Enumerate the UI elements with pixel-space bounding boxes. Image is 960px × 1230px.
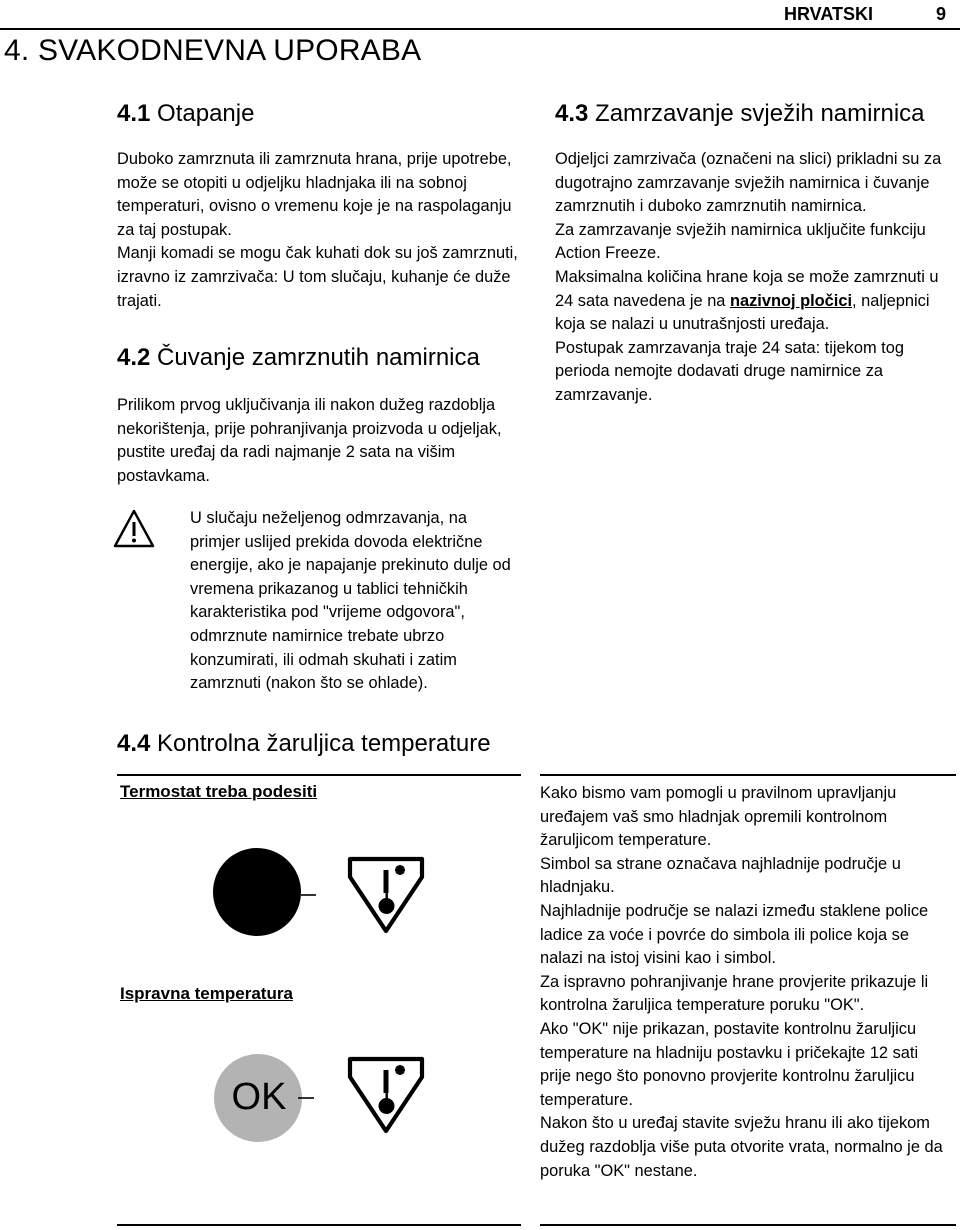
paragraph: Duboko zamrznuta ili zamrznuta hrana, prije upotrebe, može se otopiti u odjeljku hladnjaka ili na sobnoj temperaturi, ovisno o vremenu koje je na raspolaganju za taj postupak.: [117, 150, 512, 239]
section-number: 4.2: [117, 344, 151, 371]
paragraph: Postupak zamrzavanja traje 24 sata: tijekom tog perioda nemojte dodavati druge namirnice za zamrzavanje.: [555, 338, 904, 404]
section-number: 4.3: [555, 100, 589, 127]
text-top-rule: [540, 774, 956, 776]
section-number: 4.1: [117, 100, 151, 127]
warning-triangle-icon: [112, 508, 156, 550]
section-4-1-heading: [117, 100, 254, 128]
section-title: Zamrzavanje svježih namirnica: [595, 100, 925, 127]
section-4-2-body: [117, 394, 521, 488]
section-4-3-body: [555, 148, 957, 408]
paragraph: [555, 266, 957, 337]
ok-indicator-text: OK: [231, 1076, 287, 1118]
section-title: Kontrolna žaruljica temperature: [157, 730, 491, 757]
figure-label-adjust: Termostat treba podesiti: [120, 782, 318, 801]
text-run: Maksimalna količina hrane koja se može zamrznuti u 24 sata navedena je na: [555, 267, 939, 310]
paragraph: Za zamrzavanje svježih namirnica uključite funkciju Action Freeze.: [555, 220, 926, 263]
text-bottom-rule: [540, 1224, 956, 1226]
section-number: 4.4: [117, 730, 151, 757]
section-title: Čuvanje zamrznutih namirnica: [157, 344, 480, 371]
paragraph: Odjeljci zamrzivača (označeni na slici) prikladni su za dugotrajno zamrzavanje svježih namirnica i čuvanje zamrznutih i duboko zamrznutih namirnica.: [555, 150, 942, 216]
header-language: HRVATSKI: [784, 4, 874, 24]
section-4-2-heading: [117, 344, 480, 372]
paragraph: Kako bismo vam pomogli u pravilnom upravljanju uređajem vaš smo hladnjak opremili kontrolnom žaruljicom temperature.: [540, 784, 897, 850]
paragraph: Manji komadi se mogu čak kuhati dok su još zamrznuti, izravno iz zamrzivača: U tom slučaju, kuhanje će duže trajati.: [117, 244, 518, 310]
text-run: , naljepnici koja se nalazi u unutrašnjosti uređaja.: [555, 291, 930, 334]
chapter-title: 4. SVAKODNEVNA UPORABA: [4, 34, 422, 67]
paragraph: Nakon što u uređaj stavite svježu hranu ili ako tijekom dužeg razdoblja više puta otvorite vrata, normalno je da poruka "OK" nestane.: [540, 1114, 943, 1180]
warning-text: U slučaju neželjenog odmrzavanja, na primjer uslijed prekida dovoda električne energije, ako je napajanje prekinuto dulje od vremena prikazanog u tablici tehničkih karakteristika pod "vrijeme odgovora", odmrznute namirnice trebate ubrzo konzumirati, ili odmah skuhati i zatim zamrznuti (nakon što se ohlade).: [190, 509, 511, 693]
paragraph: Simbol sa strane označava najhladnije područje u hladnjaku.: [540, 854, 901, 897]
section-4-4-heading: [117, 730, 491, 758]
paragraph: Za ispravno pohranjivanje hrane provjerite prikazuje li kontrolna žaruljica temperature poruku "OK".: [540, 972, 929, 1015]
warning-box: [190, 507, 520, 696]
section-4-3-heading: [555, 100, 925, 128]
cold-zone-symbol-icon: [340, 855, 432, 935]
section-4-4-body: [540, 782, 944, 1183]
header-rule: [0, 28, 960, 30]
section-title: Otapanje: [157, 100, 255, 127]
section-4-1-body: [117, 148, 519, 313]
figure-label-correct: Ispravna temperatura: [120, 984, 293, 1003]
rating-plate-emphasis: nazivnoj pločici: [729, 291, 853, 310]
page-number: 9: [936, 4, 947, 24]
figure-top-rule: [117, 774, 521, 776]
cold-zone-symbol-icon: [340, 1055, 432, 1135]
dark-indicator-figure: [212, 844, 332, 944]
paragraph: Ako "OK" nije prikazan, postavite kontrolnu žaruljicu temperature na hladniju postavku i pričekajte 12 sati prije nego što ponovno provjerite kontrolnu žaruljicu temperature.: [540, 1019, 919, 1109]
paragraph: Najhladnije područje se nalazi između staklene police ladice za voće i povrće do simbola ili police koja se nalazi na istoj visini kao i simbol.: [540, 901, 929, 968]
paragraph: Prilikom prvog uključivanja ili nakon dužeg razdoblja nekorištenja, prije pohranjivanja proizvoda u odjeljak, pustite uređaj da radi najmanje 2 sata na višim postavkama.: [117, 396, 502, 485]
figure-bottom-rule: [117, 1224, 521, 1226]
